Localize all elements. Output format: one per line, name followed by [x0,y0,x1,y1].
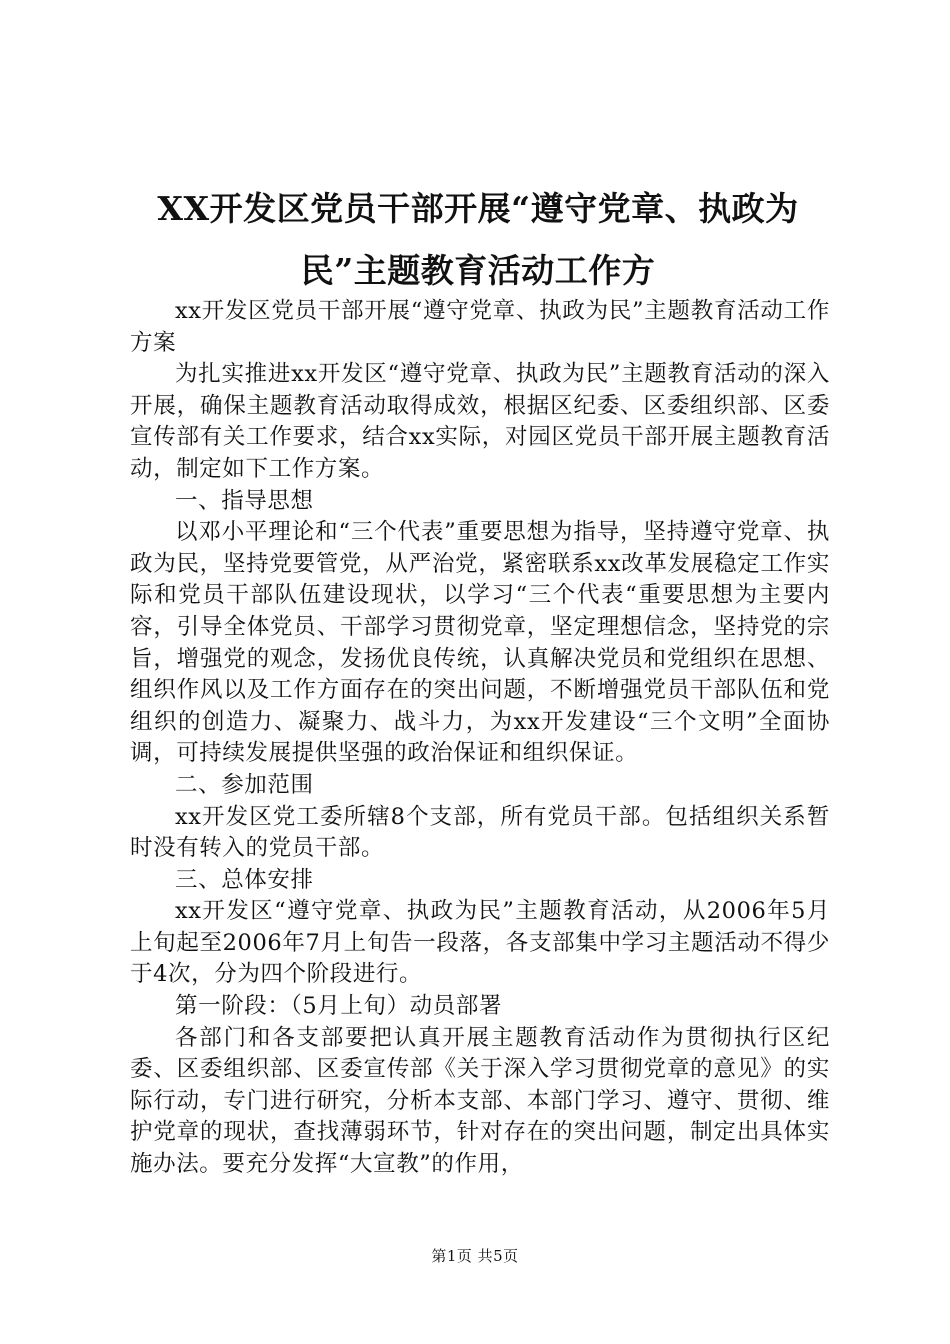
document-body [130,296,830,1181]
paragraph-first-stage: 各部门和各支部要把认真开展主题教育活动作为贯彻执行区纪委、区委组织部、区委宣传部《关于深入学习贯彻党章的意见》的实际行动，专门进行研究，分析本支部、本部门学习、遵守、贯彻、维护党章的现状，查找薄弱环节，针对存在的突出问题，制定出具体实施办法。要充分发挥“大宣教”的作用， [130,1024,830,1178]
paragraph-guiding-ideology: 以邓小平理论和“三个代表”重要思想为指导，坚持遵守党章、执政为民，坚持党要管党，从严治党，紧密联系xx改革发展稳定工作实际和党员干部队伍建设现状，以学习“三个代表“重要思想为主要内容，引导全体党员、干部学习贯彻党章，坚定理想信念，坚持党的宗旨，增强党的观念，发扬优良传统，认真解决党员和党组织在思想、组织作风以及工作方面存在的突出问题，不断增强党员干部队伍和党组织的创造力、凝聚力、战斗力，为xx开发建设“三个文明”全面协调，可持续发展提供坚强的政治保证和组织保证。 [130,519,830,767]
paragraph-scope: xx开发区党工委所辖8个支部，所有党员干部。包括组织关系暂时没有转入的党员干部。 [130,803,830,862]
paragraph-subtitle: xx开发区党员干部开展“遵守党章、执政为民”主题教育活动工作方案 [130,298,830,356]
document-title [128,178,828,302]
title-line-1: XX开发区党员干部开展“遵守党章、执政为 [157,189,799,228]
title-line-2: 民”主题教育活动工作方 [300,251,656,290]
stage-heading-first: 第一阶段：（5月上旬）动员部署 [175,993,503,1020]
section-heading-guiding-ideology: 一、指导思想 [175,487,314,514]
paragraph-overall-arrangement: xx开发区“遵守党章、执政为民”主题教育活动，从2006年5月上旬起至2006年7月上旬告一段落，各支部集中学习主题活动不得少于4次，分为四个阶段进行。 [130,898,830,988]
section-heading-scope: 二、参加范围 [175,771,314,798]
page-footer: 第1页 共5页 [431,1247,519,1265]
section-heading-overall-arrangement: 三、总体安排 [175,866,314,893]
paragraph-intro: 为扎实推进xx开发区“遵守党章、执政为民”主题教育活动的深入开展，确保主题教育活动取得成效，根据区纪委、区委组织部、区委宣传部有关工作要求，结合xx实际，对园区党员干部开展主题教育活动，制定如下工作方案。 [130,361,830,482]
